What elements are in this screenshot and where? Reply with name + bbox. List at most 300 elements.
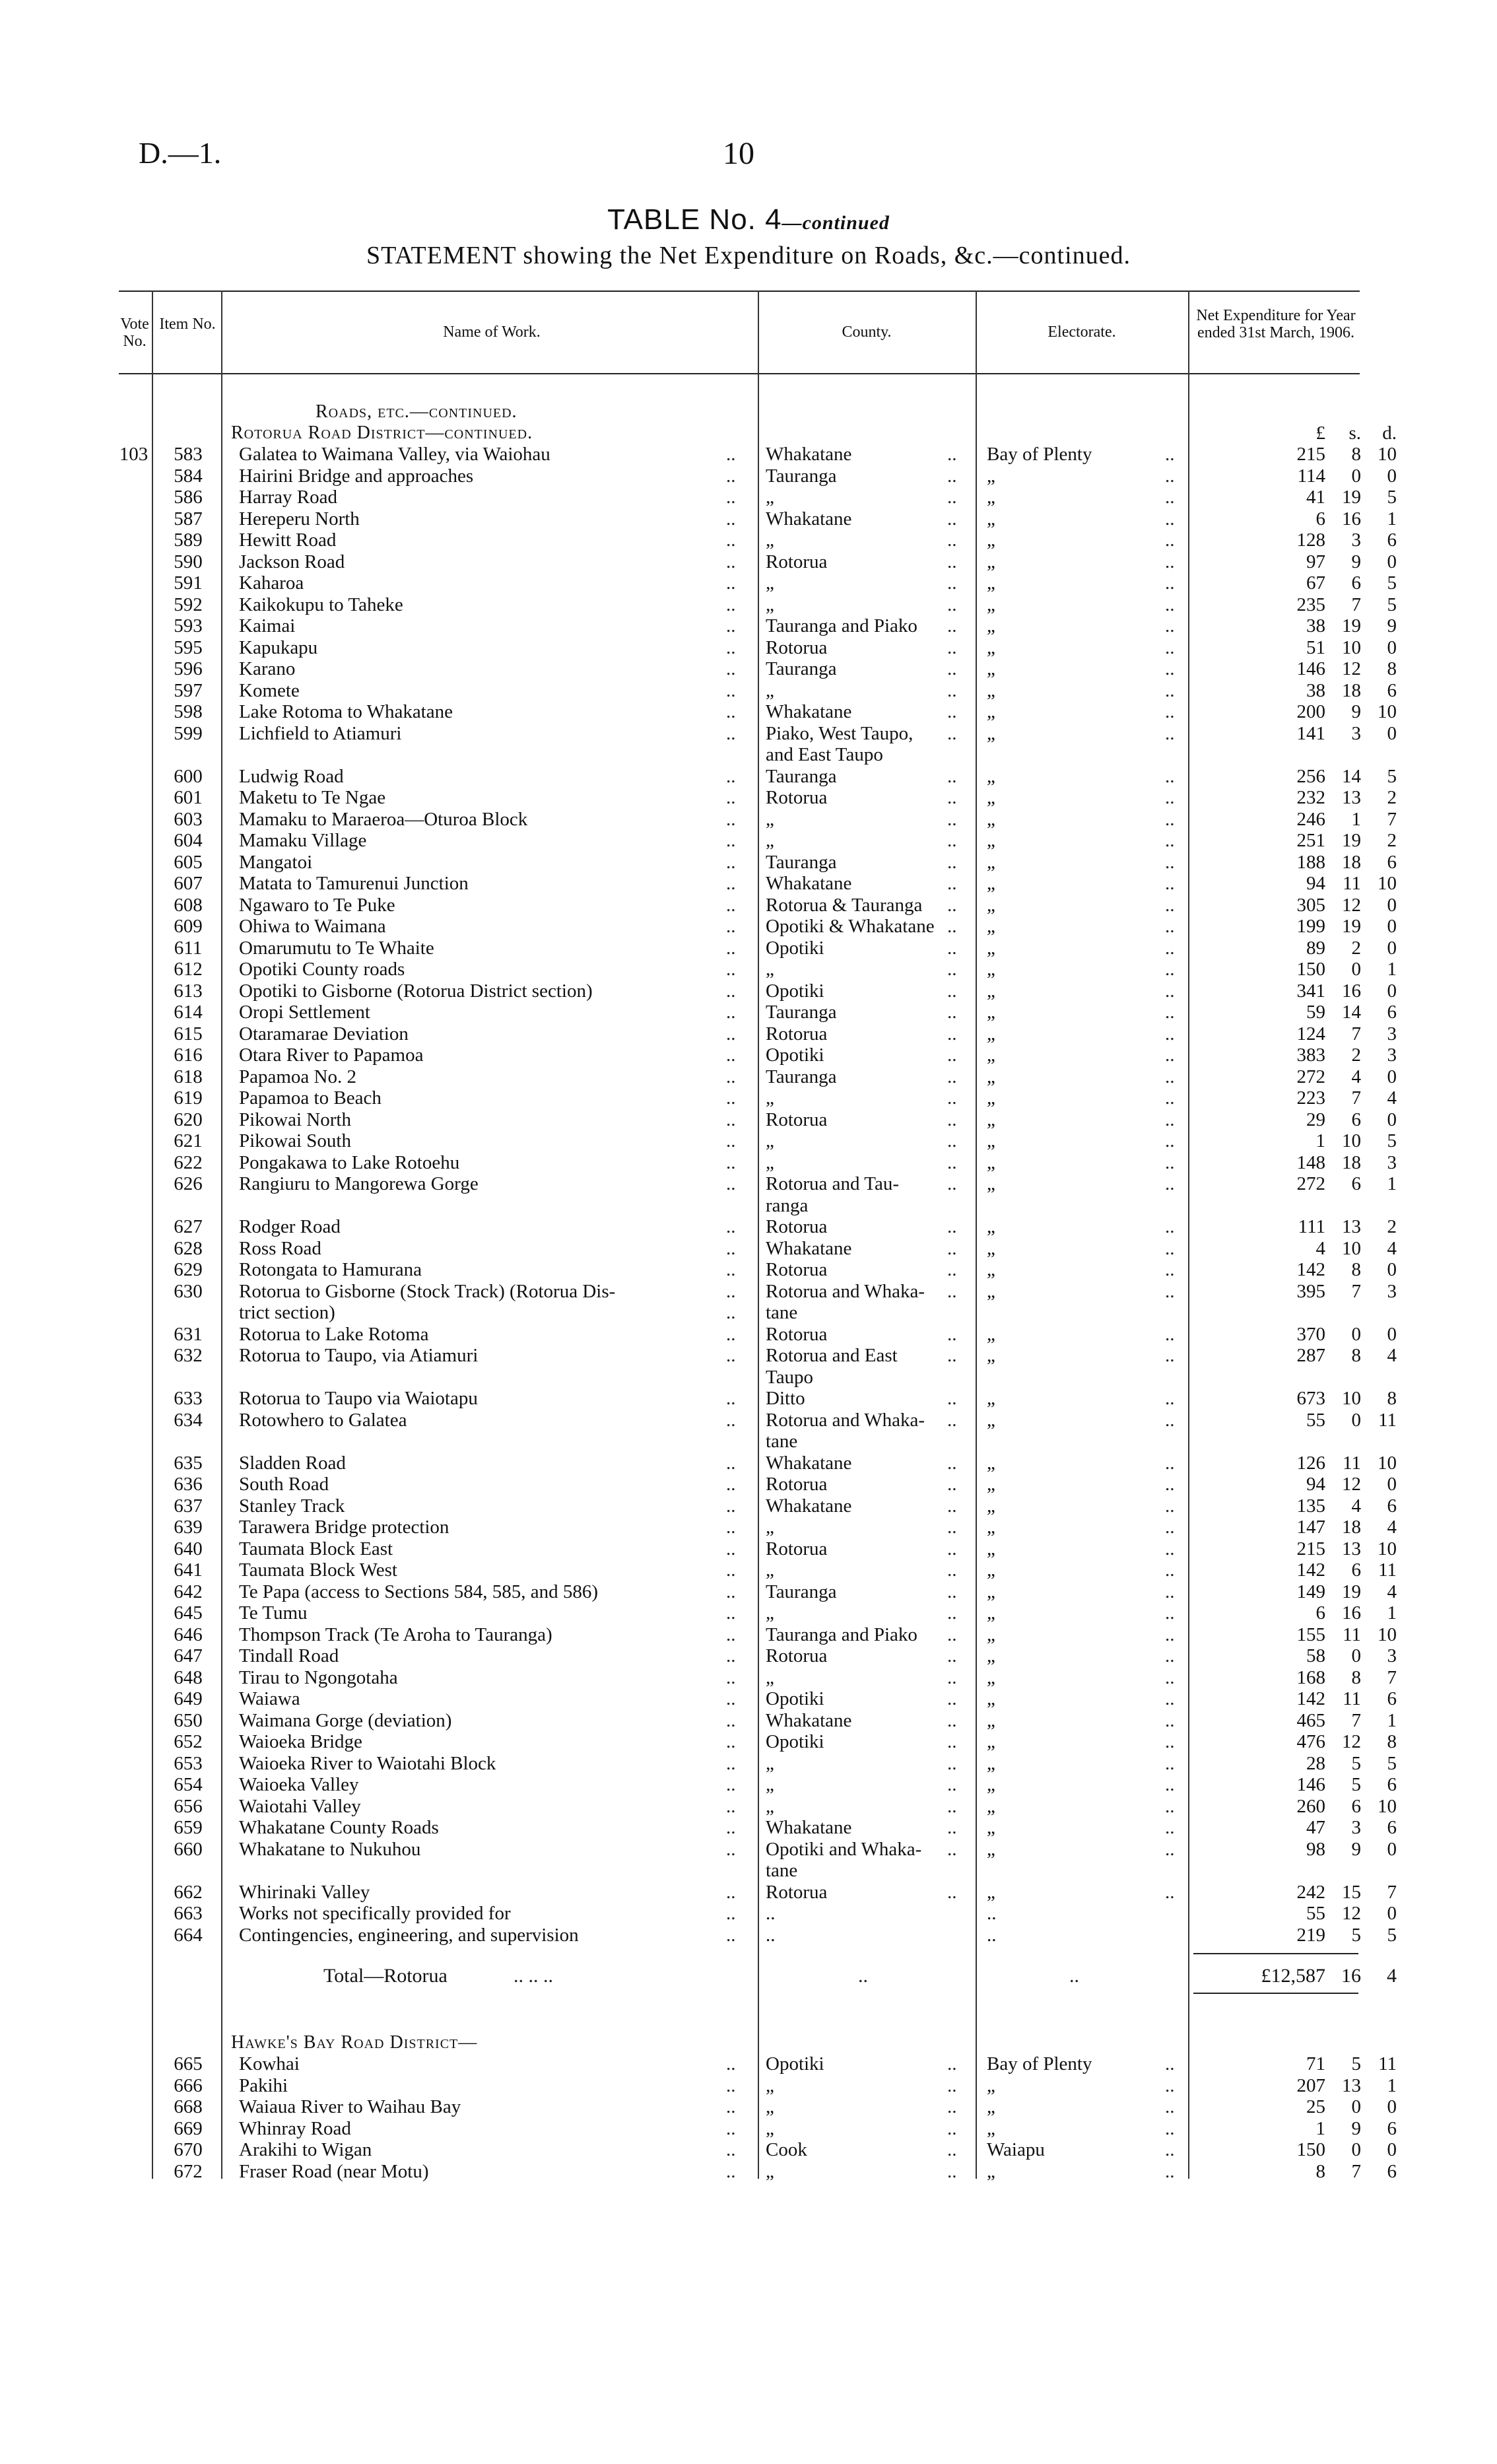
row-electorate: „ [987, 1130, 995, 1151]
row-pounds: 97 [1306, 551, 1325, 572]
table-row [0, 852, 1497, 873]
row-work-name: Whinray Road [239, 2117, 351, 2139]
total-pence: 4 [1387, 1965, 1397, 1987]
row-pounds: 141 [1296, 722, 1325, 744]
row-electorate: „ [987, 765, 995, 787]
table-row [0, 1839, 1497, 1860]
row-county: Whakatane [766, 1495, 852, 1517]
leader-dots: .. [1165, 465, 1175, 487]
row-shillings: 9 [1351, 701, 1361, 722]
leader-dots: .. [726, 873, 736, 894]
row-work-name: Hairini Bridge and approaches [239, 465, 474, 487]
row-item-no: 629 [174, 1259, 203, 1280]
leader-dots: .. [1165, 1752, 1175, 1774]
row-shillings: 19 [1342, 1581, 1361, 1602]
leader-dots: .. [726, 1345, 736, 1366]
table-row [0, 873, 1497, 894]
row-pence: 0 [1387, 1323, 1397, 1345]
row-item-no: 618 [174, 1066, 203, 1087]
row-electorate: „ [987, 2096, 995, 2117]
row-county: „ [766, 1151, 774, 1173]
table-row [0, 1581, 1497, 1602]
row-shillings: 19 [1342, 916, 1361, 937]
row-item-no: 614 [174, 1002, 203, 1023]
row-pence: 4 [1387, 1345, 1397, 1366]
leader-dots: .. [726, 1538, 736, 1559]
leader-dots: .. [726, 1066, 736, 1087]
row-pence: 6 [1387, 530, 1397, 551]
row-pence: 10 [1378, 1795, 1397, 1817]
row-pounds: 59 [1306, 1002, 1325, 1023]
row-pounds: 94 [1306, 873, 1325, 894]
row-pounds: 148 [1296, 1151, 1325, 1173]
leader-dots: .. [1165, 1474, 1175, 1495]
leader-dots: .. [726, 808, 736, 830]
leader-dots: .. [1165, 615, 1175, 636]
row-electorate: „ [987, 1002, 995, 1023]
table-row [0, 1903, 1497, 1924]
row-shillings: 19 [1342, 615, 1361, 636]
row-electorate: „ [987, 1237, 995, 1259]
table-row [0, 551, 1497, 572]
row-pence: 3 [1387, 1023, 1397, 1044]
row-county: Rotorua [766, 551, 828, 572]
row-shillings: 8 [1351, 444, 1361, 465]
row-item-no: 607 [174, 873, 203, 894]
row-shillings: 9 [1351, 2117, 1361, 2139]
row-work-name: Whakatane to Nukuhou [239, 1838, 421, 1860]
row-pounds: 155 [1296, 1624, 1325, 1645]
row-county: „ [766, 830, 774, 851]
leader-dots: .. [947, 508, 957, 530]
leader-dots: .. [1165, 1066, 1175, 1087]
row-county: Taupo [766, 1366, 814, 1388]
row-pence: 6 [1387, 1774, 1397, 1795]
leader-dots: .. [1165, 1881, 1175, 1903]
row-pounds: 199 [1296, 916, 1325, 937]
row-pence: 11 [1378, 1559, 1397, 1581]
row-shillings: 12 [1342, 894, 1361, 916]
currency-pounds: £ [1315, 423, 1325, 444]
leader-dots: .. [726, 487, 736, 508]
leader-dots: .. [726, 658, 736, 679]
row-work-name: Matata to Tamurenui Junction [239, 873, 469, 894]
leader-dots: .. [947, 1838, 957, 1860]
row-electorate: „ [987, 1624, 995, 1645]
row-pounds: 168 [1296, 1666, 1325, 1688]
row-electorate: „ [987, 1731, 995, 1752]
row-pence: 0 [1387, 1838, 1397, 1860]
leader-dots: .. [726, 1280, 736, 1302]
row-item-no: 593 [174, 615, 203, 636]
row-work-name: Komete [239, 679, 300, 701]
row-item-no: 598 [174, 701, 203, 722]
row-pence: 6 [1387, 1495, 1397, 1517]
row-work-name: Mamaku Village [239, 830, 367, 851]
row-pence: 2 [1387, 830, 1397, 851]
row-item-no: 634 [174, 1409, 203, 1431]
table-row [0, 594, 1497, 615]
leader-dots: .. [726, 1023, 736, 1044]
row-pence: 6 [1387, 1002, 1397, 1023]
row-electorate: „ [987, 1666, 995, 1688]
leader-dots: .. [947, 679, 957, 701]
row-item-no: 587 [174, 508, 203, 530]
row-electorate: „ [987, 1216, 995, 1237]
row-shillings: 7 [1351, 2160, 1361, 2182]
leader-dots: .. [947, 1517, 957, 1538]
leader-dots: .. [947, 1774, 957, 1795]
row-pence: 11 [1378, 2053, 1397, 2074]
row-shillings: 0 [1351, 959, 1361, 980]
row-work-name: Papamoa No. 2 [239, 1066, 356, 1087]
leader-dots: .. [1165, 2117, 1175, 2139]
row-county: Whakatane [766, 444, 852, 465]
row-county: „ [766, 1602, 774, 1624]
row-work-name: Waiotahi Valley [239, 1795, 361, 1817]
leader-dots: .. [1165, 1130, 1175, 1151]
row-county: tane [766, 1860, 798, 1881]
row-pence: 3 [1387, 1280, 1397, 1302]
leader-dots: .. [947, 980, 957, 1002]
row-pence: 5 [1387, 572, 1397, 594]
row-county: Tauranga [766, 765, 837, 787]
row-work-name: Maketu to Te Ngae [239, 787, 386, 808]
table-row [0, 787, 1497, 808]
row-work-name: Kaimai [239, 615, 296, 636]
leader-dots: .. [947, 2053, 957, 2074]
row-shillings: 18 [1342, 1517, 1361, 1538]
row-electorate: „ [987, 636, 995, 658]
row-pounds: 1 [1315, 1130, 1325, 1151]
row-pounds: 135 [1296, 1495, 1325, 1517]
leader-dots: .. [947, 1280, 957, 1302]
leader-dots: .. [947, 530, 957, 551]
row-item-no: 619 [174, 1087, 203, 1109]
row-shillings: 0 [1351, 1409, 1361, 1431]
leader-dots: .. [726, 2074, 736, 2096]
row-pounds: 28 [1306, 1752, 1325, 1774]
row-shillings: 8 [1351, 1259, 1361, 1280]
row-pounds: 111 [1298, 1216, 1325, 1237]
row-pence: 0 [1387, 1109, 1397, 1130]
leader-dots: .. [947, 615, 957, 636]
row-pounds: 246 [1296, 808, 1325, 830]
row-shillings: 7 [1351, 1087, 1361, 1109]
row-work-name: Kaharoa [239, 572, 304, 594]
leader-dots: .. [726, 1323, 736, 1345]
row-work-name: Stanley Track [239, 1495, 345, 1517]
leader-dots: .. [947, 787, 957, 808]
row-item-no: 649 [174, 1688, 203, 1709]
total-label: Total—Rotorua [323, 1965, 448, 1987]
row-pounds: 142 [1296, 1688, 1325, 1709]
row-pounds: 287 [1296, 1345, 1325, 1366]
row-work-name: Kapukapu [239, 636, 318, 658]
row-county: Rotorua [766, 636, 828, 658]
row-pounds: 272 [1296, 1173, 1325, 1194]
row-shillings: 18 [1342, 851, 1361, 873]
row-shillings: 9 [1351, 1838, 1361, 1860]
row-work-name: Mamaku to Maraeroa—Oturoa Block [239, 808, 528, 830]
table-row [0, 959, 1497, 980]
row-item-no: 672 [174, 2160, 203, 2182]
row-pounds: 146 [1296, 658, 1325, 679]
leader-dots: .. [947, 1688, 957, 1709]
leader-dots: .. [947, 572, 957, 594]
row-item-no: 622 [174, 1151, 203, 1173]
row-item-no: 632 [174, 1345, 203, 1366]
row-county: Rotorua & Tauranga [766, 894, 923, 916]
row-item-no: 662 [174, 1881, 203, 1903]
leader-dots: .. [1165, 2139, 1175, 2160]
table-row [0, 1281, 1497, 1302]
row-work-name: Pikowai North [239, 1109, 351, 1130]
row-shillings: 19 [1342, 487, 1361, 508]
table-row [0, 2096, 1497, 2117]
row-pence: 0 [1387, 465, 1397, 487]
row-item-no: 668 [174, 2096, 203, 2117]
row-pounds: 58 [1306, 1645, 1325, 1666]
row-work-name: Karano [239, 658, 296, 679]
leader-dots: .. [947, 873, 957, 894]
leader-dots: .. [726, 1581, 736, 1602]
row-work-name: Rotongata to Hamurana [239, 1259, 422, 1280]
leader-dots: .. [726, 1688, 736, 1709]
currency-pence: d. [1382, 423, 1397, 444]
leader-dots: .. [726, 530, 736, 551]
row-work-name: Rotowhero to Galatea [239, 1409, 407, 1431]
row-shillings: 3 [1351, 530, 1361, 551]
row-shillings: 13 [1342, 1216, 1361, 1237]
row-shillings: 7 [1351, 594, 1361, 615]
row-shillings: 13 [1342, 1538, 1361, 1559]
leader-dots: .. [947, 1044, 957, 1066]
row-county: Rotorua [766, 1881, 828, 1903]
table-row [0, 680, 1497, 701]
leader-dots: .. [726, 937, 736, 959]
leader-dots: .. [947, 1345, 957, 1366]
leader-dots: .. [1165, 830, 1175, 851]
row-electorate: „ [987, 679, 995, 701]
row-pounds: 38 [1306, 615, 1325, 636]
row-county: „ [766, 487, 774, 508]
row-item-no: 626 [174, 1173, 203, 1194]
table-row [0, 1602, 1497, 1624]
row-work-name: Waioeka Valley [239, 1774, 359, 1795]
row-item-no: 586 [174, 487, 203, 508]
row-electorate: „ [987, 1495, 995, 1517]
leader-dots: .. [726, 2117, 736, 2139]
row-electorate: „ [987, 1023, 995, 1044]
row-item-no: 647 [174, 1645, 203, 1666]
leader-dots: .. [1165, 1151, 1175, 1173]
row-item-no: 597 [174, 679, 203, 701]
leader-dots: .. [947, 2096, 957, 2117]
table-row [0, 2053, 1497, 2074]
table-row [0, 637, 1497, 658]
row-work-name: Rotorua to Gisborne (Stock Track) (Rotorua Dis- [239, 1280, 616, 1302]
table-row [0, 1431, 1497, 1452]
row-county: Tauranga [766, 1581, 837, 1602]
row-electorate: Bay of Plenty [987, 2053, 1092, 2074]
row-pounds: 395 [1296, 1280, 1325, 1302]
col-header-name: Name of Work. [443, 324, 541, 341]
row-pounds: 305 [1296, 894, 1325, 916]
leader-dots: .. [947, 1173, 957, 1194]
table-row [0, 895, 1497, 916]
row-pence: 7 [1387, 808, 1397, 830]
leader-dots: .. [1165, 1280, 1175, 1302]
row-pounds: 71 [1306, 2053, 1325, 2074]
leader-dots: .. [947, 1002, 957, 1023]
row-county: „ [766, 530, 774, 551]
row-work-name: Waiawa [239, 1688, 300, 1709]
leader-dots: .. [1165, 722, 1175, 744]
row-pounds: 200 [1296, 701, 1325, 722]
row-pounds: 142 [1296, 1559, 1325, 1581]
leader-dots: .. [947, 1731, 957, 1752]
leader-dots: .. [726, 1881, 736, 1903]
row-pounds: 341 [1296, 980, 1325, 1002]
leader-dots: .. [947, 830, 957, 851]
total-leader: .. .. .. [514, 1965, 553, 1987]
leader-dots: .. [1165, 1388, 1175, 1409]
table-row [0, 1453, 1497, 1474]
row-work-name: Harray Road [239, 487, 337, 508]
row-county: Opotiki [766, 1688, 824, 1709]
row-pence: 6 [1387, 1817, 1397, 1838]
row-item-no: 609 [174, 916, 203, 937]
row-pence: 8 [1387, 1731, 1397, 1752]
leader-dots: .. [947, 1666, 957, 1688]
leader-dots: .. [726, 1388, 736, 1409]
row-pence: 4 [1387, 1517, 1397, 1538]
table-row [0, 1238, 1497, 1259]
row-vote-no: 103 [119, 444, 149, 465]
row-electorate: „ [987, 1559, 995, 1581]
row-shillings: 16 [1342, 1602, 1361, 1624]
row-electorate: „ [987, 615, 995, 636]
row-pence: 4 [1387, 1237, 1397, 1259]
row-pounds: 6 [1315, 508, 1325, 530]
row-pence: 0 [1387, 1903, 1397, 1924]
row-shillings: 3 [1351, 1817, 1361, 1838]
row-work-name: Kaikokupu to Taheke [239, 594, 403, 615]
row-work-name: Whakatane County Roads [239, 1817, 439, 1838]
table-row [0, 2161, 1497, 2182]
row-pence: 0 [1387, 1474, 1397, 1495]
leader-dots: .. [947, 444, 957, 465]
row-county: Piako, West Taupo, [766, 722, 914, 744]
row-pounds: 476 [1296, 1731, 1325, 1752]
row-electorate: „ [987, 658, 995, 679]
table-row [0, 1774, 1497, 1795]
row-work-name: Rodger Road [239, 1216, 341, 1237]
leader-dots: .. [726, 1666, 736, 1688]
row-shillings: 7 [1351, 1709, 1361, 1731]
row-electorate: „ [987, 594, 995, 615]
row-work-name: Mangatoi [239, 851, 313, 873]
leader-dots: .. [947, 1323, 957, 1345]
table-row [0, 1066, 1497, 1087]
row-shillings: 3 [1351, 722, 1361, 744]
row-pence: 6 [1387, 2117, 1397, 2139]
row-item-no: 650 [174, 1709, 203, 1731]
row-electorate: „ [987, 980, 995, 1002]
leader-dots: .. [1165, 1237, 1175, 1259]
row-pounds: 251 [1296, 830, 1325, 851]
row-electorate: „ [987, 1817, 995, 1838]
row-pounds: 1 [1315, 2117, 1325, 2139]
row-county: „ [766, 2160, 774, 2182]
leader-dots: .. [1165, 679, 1175, 701]
row-shillings: 19 [1342, 830, 1361, 851]
row-pounds: 232 [1296, 787, 1325, 808]
row-item-no: 646 [174, 1624, 203, 1645]
row-pounds: 188 [1296, 851, 1325, 873]
table-row [0, 1302, 1497, 1323]
row-shillings: 18 [1342, 679, 1361, 701]
row-pounds: 94 [1306, 1474, 1325, 1495]
row-shillings: 7 [1351, 1280, 1361, 1302]
table-row [0, 744, 1497, 765]
row-county: Tauranga and Piako [766, 615, 917, 636]
leader-dots: .. [1165, 508, 1175, 530]
leader-dots: .. [1165, 2053, 1175, 2074]
section-hawkes-text: Hawke's Bay Road District— [231, 2032, 478, 2053]
row-pounds: 207 [1296, 2074, 1325, 2096]
total-leader-electorate: .. [1069, 1965, 1079, 1987]
row-pence: 9 [1387, 615, 1397, 636]
leader-dots: .. [1165, 1538, 1175, 1559]
row-item-no: 653 [174, 1752, 203, 1774]
row-work-name: Ngawaro to Te Puke [239, 894, 395, 916]
leader-dots: .. [1165, 658, 1175, 679]
row-pounds: 142 [1296, 1259, 1325, 1280]
leader-dots: .. [947, 851, 957, 873]
row-electorate: „ [987, 572, 995, 594]
row-item-no: 636 [174, 1474, 203, 1495]
row-work-name: Sladden Road [239, 1452, 346, 1474]
leader-dots: .. [726, 1903, 736, 1924]
row-work-name: Lichfield to Atiamuri [239, 722, 402, 744]
row-electorate: „ [987, 701, 995, 722]
leader-dots: .. [726, 830, 736, 851]
row-pence: 5 [1387, 1752, 1397, 1774]
row-pounds: 146 [1296, 1774, 1325, 1795]
row-pence: 0 [1387, 1259, 1397, 1280]
row-pounds: 256 [1296, 765, 1325, 787]
leader-dots: .. [726, 701, 736, 722]
row-county: „ [766, 1130, 774, 1151]
leader-dots: .. [726, 1216, 736, 1237]
row-pence: 10 [1378, 1538, 1397, 1559]
row-shillings: 14 [1342, 1002, 1361, 1023]
row-electorate: „ [987, 1774, 995, 1795]
leader-dots: .. [947, 551, 957, 572]
section-hawkes-heading [231, 2032, 477, 2053]
leader-dots: .. [1165, 1259, 1175, 1280]
leader-dots: .. [726, 916, 736, 937]
row-work-name: Otaramarae Deviation [239, 1023, 409, 1044]
row-county: Whakatane [766, 1237, 852, 1259]
row-electorate: „ [987, 959, 995, 980]
currency-shillings: s. [1348, 423, 1361, 444]
row-pence: 5 [1387, 594, 1397, 615]
row-pence: 10 [1378, 1452, 1397, 1474]
row-shillings: 6 [1351, 1559, 1361, 1581]
